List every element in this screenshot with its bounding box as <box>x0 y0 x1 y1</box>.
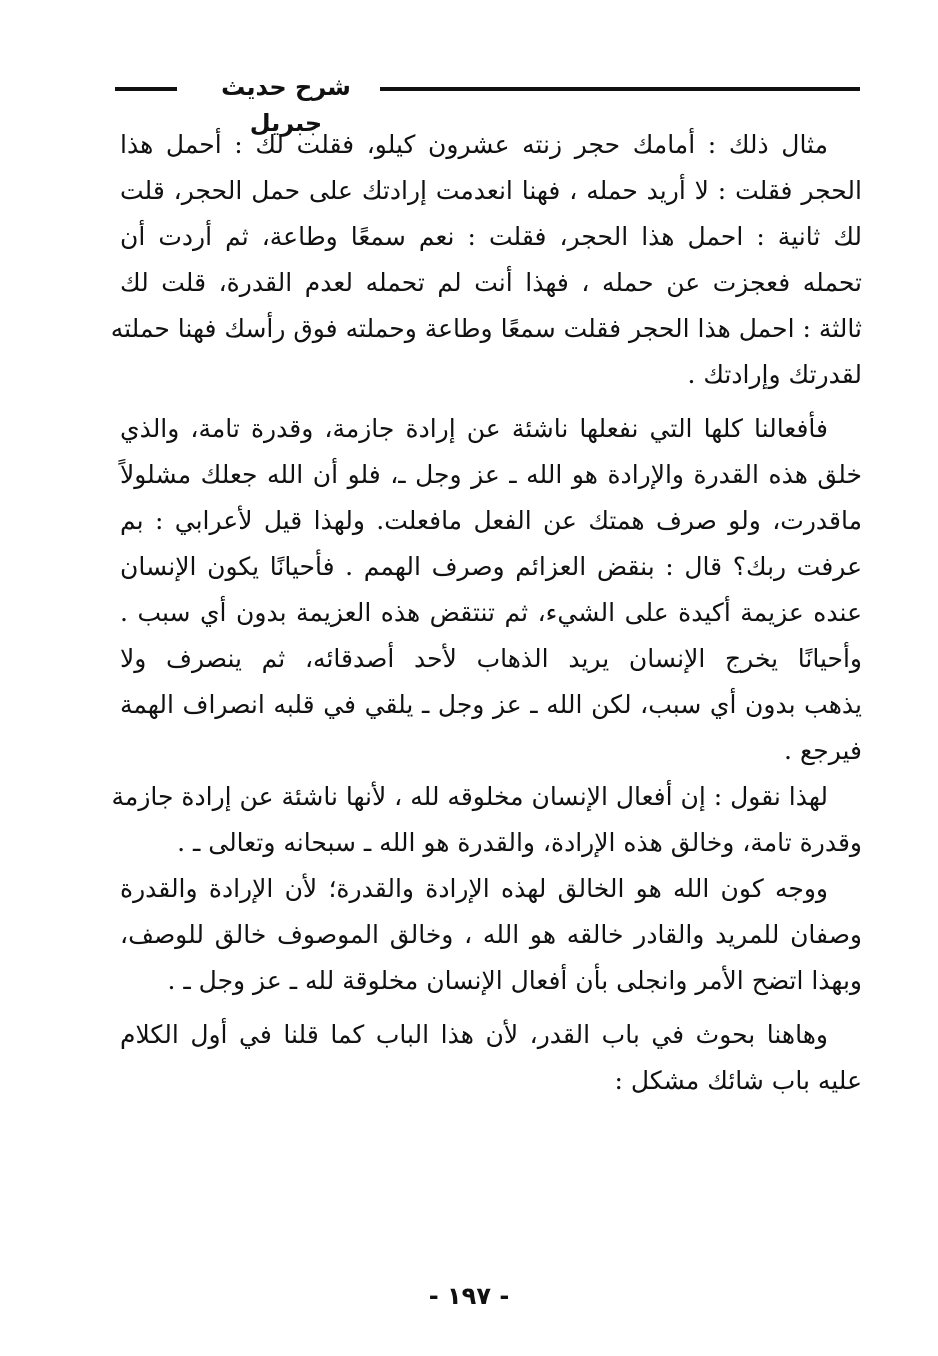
text-line: وصفان للمريد والقادر خالقه هو الله ، وخالق الموصوف خالق للوصف، <box>120 920 862 949</box>
page-body <box>110 122 862 1104</box>
text-line: مثال ذلك : أمامك حجر زنته عشرون كيلو، فقلت لك : أحمل هذا <box>120 130 828 159</box>
text-line: وأحيانًا يخرج الإنسان يريد الذهاب لأحد أصدقائه، ثم ينصرف ولا <box>120 644 862 673</box>
text-line: فيرجع . <box>784 736 862 765</box>
paragraph-1 <box>110 122 862 398</box>
text-line: عرفت ربك؟ قال : بنقض العزائم وصرف الهمم . فأحيانًا يكون الإنسان <box>120 552 862 581</box>
running-header <box>115 68 860 137</box>
text-line: عليه باب شائك مشكل : <box>614 1066 862 1095</box>
page-number: - ١٩٧ - <box>428 1282 510 1310</box>
paragraph-3 <box>111 774 862 866</box>
text-line: لك ثانية : احمل هذا الحجر، فقلت : نعم سمعًا وطاعة، ثم أردت أن <box>120 222 862 251</box>
text-line: لهذا نقول : إن أفعال الإنسان مخلوقه لله ، لأنها ناشئة عن إرادة جازمة <box>111 782 828 811</box>
text-line: لقدرتك وإرادتك . <box>687 360 862 389</box>
text-line: ووجه كون الله هو الخالق لهذه الإرادة والقدرة؛ لأن الإرادة والقدرة <box>120 874 828 903</box>
header-rule-right <box>380 87 860 91</box>
text-line: خلق هذه القدرة والإرادة هو الله ـ عز وجل ـ، فلو أن الله جعلك مشلولاً <box>120 460 862 489</box>
paragraph-2 <box>120 406 862 774</box>
text-line: يذهب بدون أي سبب، لكن الله ـ عز وجل ـ يلقي في قلبه انصراف الهمة <box>120 690 862 719</box>
text-line: عنده عزيمة أكيدة على الشيء، ثم تنتقض هذه العزيمة بدون أي سبب . <box>120 598 862 627</box>
text-line: فأفعالنا كلها التي نفعلها ناشئة عن إرادة جازمة، وقدرة تامة، والذي <box>120 414 828 443</box>
paragraph-4 <box>120 866 862 1004</box>
text-line: ثالثة : احمل هذا الحجر فقلت سمعًا وطاعة وحملته فوق رأسك فهنا حملته <box>110 314 862 343</box>
text-line: وبهذا اتضح الأمر وانجلى بأن أفعال الإنسان مخلوقة لله ـ عز وجل ـ . <box>167 966 862 995</box>
text-line: الحجر فقلت : لا أريد حمله ، فهنا انعدمت إرادتك على حمل الحجر، قلت <box>120 176 862 205</box>
header-title: شرح حديث جبريل <box>221 73 351 137</box>
paragraph-5 <box>120 1012 862 1104</box>
text-line: وقدرة تامة، وخالق هذه الإرادة، والقدرة هو الله ـ سبحانه وتعالى ـ . <box>177 828 862 857</box>
text-line: تحمله فعجزت عن حمله ، فهذا أنت لم تحمله لعدم القدرة، قلت لك <box>120 268 862 297</box>
text-line: وهاهنا بحوث في باب القدر، لأن هذا الباب كما قلنا في أول الكلام <box>120 1020 828 1049</box>
text-line: ماقدرت، ولو صرف همتك عن الفعل مافعلت. ولهذا قيل لأعرابي : بم <box>120 506 862 535</box>
header-rule-left <box>115 87 177 91</box>
